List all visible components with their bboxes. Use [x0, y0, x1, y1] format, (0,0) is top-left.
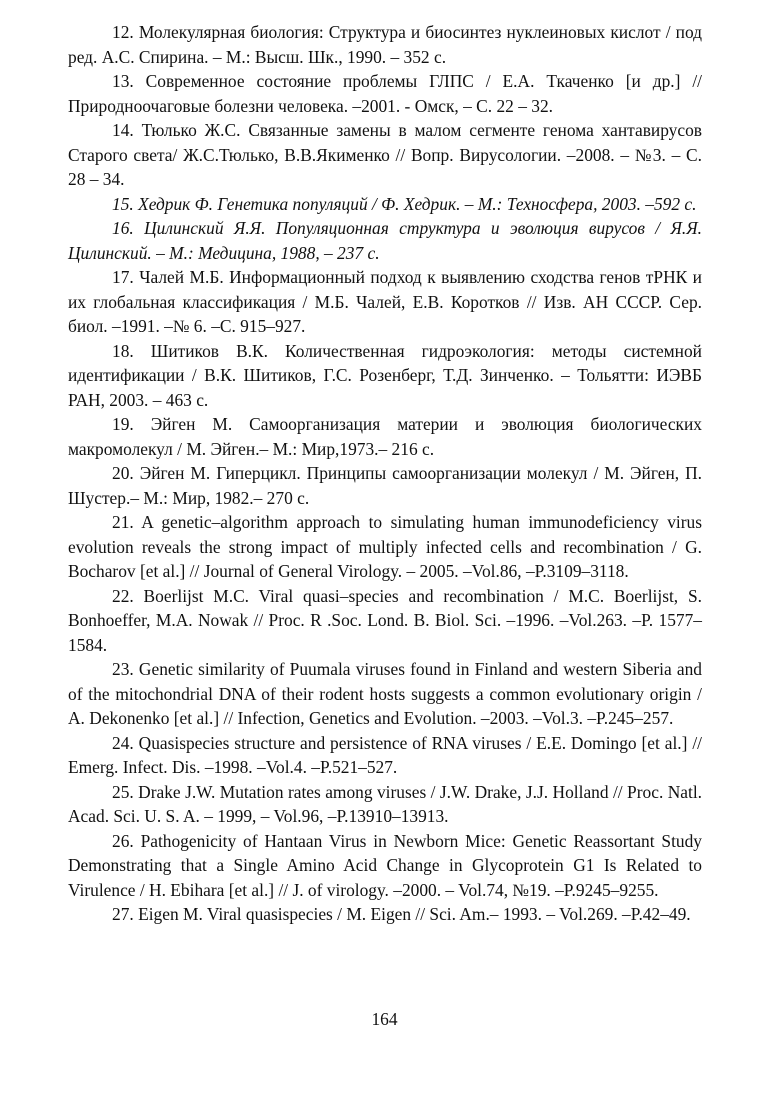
reference-item: 16. Цилинский Я.Я. Популяционная структура и эволюция вирусов / Я.Я. Цилинский. – М.: Медицина, 1988, – 237 с.	[68, 218, 702, 263]
reference-item: 20. Эйген М. Гиперцикл. Принципы самоорганизации молекул / М. Эйген, П. Шустер.– М.: Мир, 1982.– 270 с.	[68, 463, 702, 508]
reference-item: 14. Тюлько Ж.С. Связанные замены в малом сегменте генома хантавирусов Старого света/ Ж.С.Тюлько, В.В.Якименко // Вопр. Вирусологии. –2008. – №3. – С. 28 – 34.	[68, 120, 702, 189]
reference-item: 23. Genetic similarity of Puumala viruses found in Finland and western Siberia and of the mitochondrial DNA of their rodent hosts suggests a common evolutionary origin / A. Dekonenko [et al.] // Infection, Genetics and Evolution. –2003. –Vol.3. –P.245–257.	[68, 659, 702, 728]
reference-item: 12. Молекулярная биология: Структура и биосинтез нуклеиновых кислот / под ред. А.С. Спирина. – М.: Высш. Шк., 1990. – 352 с.	[68, 22, 702, 67]
page-number: 164	[371, 1009, 398, 1029]
reference-item: 21. A genetic–algorithm approach to simulating human immunodeficiency virus evolution reveals the strong impact of multiply infected cells and recombination / G. Bocharov [et al.] // Journal of General Virology. – 2005. –Vol.86, –P.3109–3118.	[68, 512, 702, 581]
reference-item: 27. Eigen M. Viral quasispecies / M. Eigen // Sci. Am.– 1993. – Vol.269. –P.42–49.	[112, 904, 691, 924]
reference-item: 17. Чалей М.Б. Информационный подход к выявлению сходства генов тРНК и их глобальная классификация / М.Б. Чалей, Е.В. Коротков // Изв. АН СССР. Сер. биол. –1991. –№ 6. –С. 915–927.	[68, 267, 702, 336]
reference-item: 24. Quasispecies structure and persistence of RNA viruses / E.E. Domingo [et al.] // Emerg. Infect. Dis. –1998. –Vol.4. –P.521–527.	[68, 732, 702, 777]
reference-item: 26. Pathogenicity of Hantaan Virus in Newborn Mice: Genetic Reassortant Study Demonstrating that a Single Amino Acid Change in Glycoprotein G1 Is Related to Virulence / H. Ebihara [et al.] // J. of virology. –2000. – Vol.74, №19. –P.9245–9255.	[68, 830, 702, 900]
reference-item: 25. Drake J.W. Mutation rates among viruses / J.W. Drake, J.J. Holland // Proc. Natl. Acad. Sci. U. S. A. – 1999, – Vol.96, –P.13910–13913.	[68, 781, 702, 826]
reference-item: 13. Современное состояние проблемы ГЛПС / Е.А. Ткаченко [и др.] // Природноочаговые болезни человека. –2001. - Омск, – С. 22 – 32.	[68, 71, 702, 116]
reference-item: 15. Хедрик Ф. Генетика популяций / Ф. Хедрик. – М.: Техносфера, 2003. –592 с.	[112, 193, 697, 214]
reference-item: 18. Шитиков В.К. Количественная гидроэкология: методы системной идентификации / В.К. Шитиков, Г.С. Розенберг, Т.Д. Зинченко. – Тольятти: ИЭВБ РАН, 2003. – 463 с.	[68, 340, 702, 410]
reference-list	[68, 20, 702, 927]
reference-item: 19. Эйген М. Самоорганизация материи и эволюция биологических макромолекул / М. Эйген.– М.: Мир,1973.– 216 с.	[68, 414, 702, 459]
reference-item: 22. Boerlijst M.C. Viral quasi–species and recombination / M.C. Boerlijst, S. Bonhoeffer, M.A. Nowak // Proc. R .Soc. Lond. B. Biol. Sci. –1996. –Vol.263. –P. 1577–1584.	[68, 585, 702, 655]
